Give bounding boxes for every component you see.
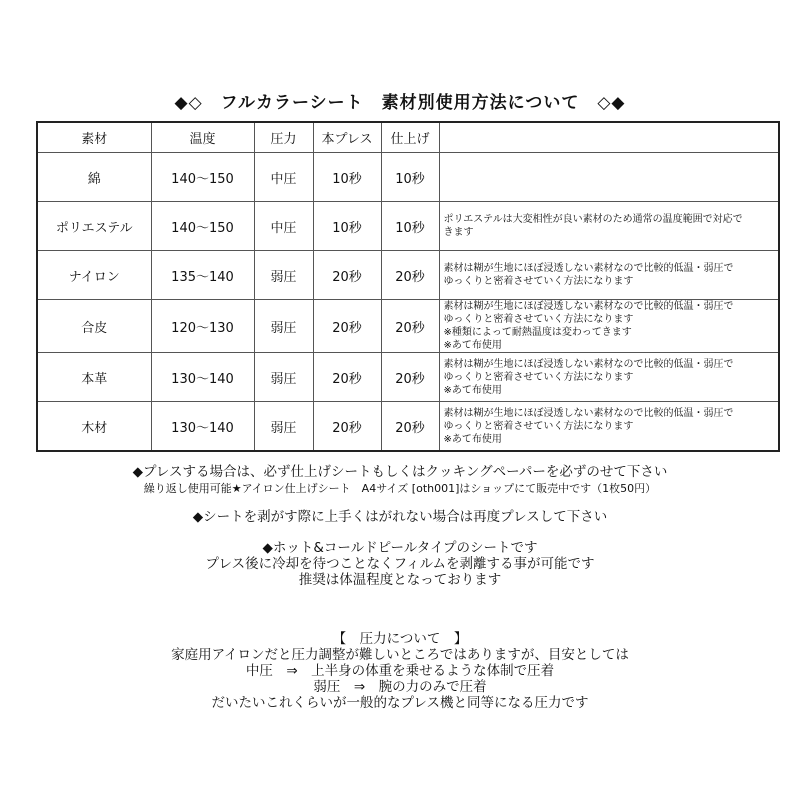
cell-note	[439, 153, 779, 202]
cell-press: 20秒	[313, 353, 381, 402]
pressure-heading: 【 圧力について 】	[332, 631, 468, 647]
cell-press: 20秒	[313, 402, 381, 452]
table-row	[37, 251, 779, 300]
cell-temp: 130〜140	[151, 402, 254, 452]
note-line: ゆっくりと密着させていく方法になります	[443, 371, 634, 383]
note-line: 素材は糊が生地にほぼ浸透しない素材なので比較的低温・弱圧で	[443, 407, 734, 419]
cell-material: ポリエステル	[37, 202, 151, 251]
cell-temp: 130〜140	[151, 353, 254, 402]
table-row	[37, 153, 779, 202]
note-line: ※あて布使用	[443, 340, 502, 351]
cell-note	[439, 402, 779, 452]
note-line: ※あて布使用	[443, 384, 502, 396]
note-line: 素材は糊が生地にほぼ浸透しない素材なので比較的低温・弱圧で	[443, 301, 734, 312]
note-line: ゆっくりと密着させていく方法になります	[443, 276, 634, 287]
cell-pressure: 中圧	[254, 153, 313, 202]
cell-material: 本革	[37, 353, 151, 402]
cell-press: 20秒	[313, 251, 381, 300]
cell-pressure: 中圧	[254, 202, 313, 251]
note-3b: プレス後に冷却を待つことなくフィルムを剥離する事が可能です	[205, 556, 595, 572]
header-material: 素材	[37, 122, 151, 153]
header-note	[439, 122, 779, 153]
table-row	[37, 402, 779, 452]
pressure-line-1: 家庭用アイロンだと圧力調整が難しいところではありますが、目安としては	[171, 647, 629, 663]
cell-finish: 10秒	[381, 202, 439, 251]
cell-finish: 20秒	[381, 353, 439, 402]
note-3c: 推奨は体温程度となっております	[298, 572, 502, 588]
cell-material: 木材	[37, 402, 151, 452]
note-line: きます	[443, 227, 474, 238]
cell-finish: 20秒	[381, 402, 439, 452]
note-line: 素材は糊が生地にほぼ浸透しない素材なので比較的低温・弱圧で	[443, 358, 734, 370]
cell-pressure: 弱圧	[254, 402, 313, 452]
cell-material: ナイロン	[37, 251, 151, 300]
cell-pressure: 弱圧	[254, 353, 313, 402]
note-line: ゆっくりと密着させていく方法になります	[443, 420, 634, 432]
pressure-line-2: 中圧 ⇒ 上半身の体重を乗せるような体制で圧着	[245, 663, 555, 679]
header-finish: 仕上げ	[381, 122, 439, 153]
cell-temp: 140〜150	[151, 153, 254, 202]
cell-temp: 135〜140	[151, 251, 254, 300]
cell-finish: 10秒	[381, 153, 439, 202]
cell-press: 20秒	[313, 300, 381, 353]
cell-note	[439, 353, 779, 402]
cell-finish: 20秒	[381, 300, 439, 353]
note-line: ※あて布使用	[443, 433, 502, 445]
note-line: 素材は糊が生地にほぼ浸透しない素材なので比較的低温・弱圧で	[443, 263, 734, 274]
note-1b: 繰り返し使用可能★アイロン仕上げシート A4サイズ [oth001]はショップにて販売中です（1枚50円）	[143, 482, 657, 495]
table-header	[37, 122, 779, 153]
cell-press: 10秒	[313, 202, 381, 251]
cell-note	[439, 251, 779, 300]
note-line: ※種類によって耐熱温度は変わってきます	[443, 327, 632, 338]
note-3: ◆ホット&コールドピールタイプのシートです	[262, 540, 538, 556]
table-row	[37, 353, 779, 402]
cell-note	[439, 300, 779, 353]
note-2: ◆シートを剥がす際に上手くはがれない場合は再度プレスして下さい	[192, 509, 608, 525]
table-row	[37, 300, 779, 353]
note-line: ゆっくりと密着させていく方法になります	[443, 314, 634, 325]
cell-pressure: 弱圧	[254, 251, 313, 300]
header-temp: 温度	[151, 122, 254, 153]
cell-pressure: 弱圧	[254, 300, 313, 353]
note-line: ポリエステルは大変相性が良い素材のため通常の温度範囲で対応で	[443, 214, 743, 225]
cell-material: 綿	[37, 153, 151, 202]
cell-note	[439, 202, 779, 251]
cell-material: 合皮	[37, 300, 151, 353]
cell-press: 10秒	[313, 153, 381, 202]
header-press: 本プレス	[313, 122, 381, 153]
pressure-line-4: だいたいこれくらいが一般的なプレス機と同等になる圧力です	[211, 695, 589, 711]
note-1: ◆プレスする場合は、必ず仕上げシートもしくはクッキングペーパーを必ずのせて下さい	[132, 464, 668, 480]
pressure-line-3: 弱圧 ⇒ 腕の力のみで圧着	[313, 679, 487, 695]
cell-temp: 140〜150	[151, 202, 254, 251]
material-table	[36, 121, 780, 452]
page-title: ◆◇ フルカラーシート 素材別使用方法について ◇◆	[174, 93, 626, 113]
table-row	[37, 202, 779, 251]
cell-finish: 20秒	[381, 251, 439, 300]
header-pressure: 圧力	[254, 122, 313, 153]
cell-temp: 120〜130	[151, 300, 254, 353]
